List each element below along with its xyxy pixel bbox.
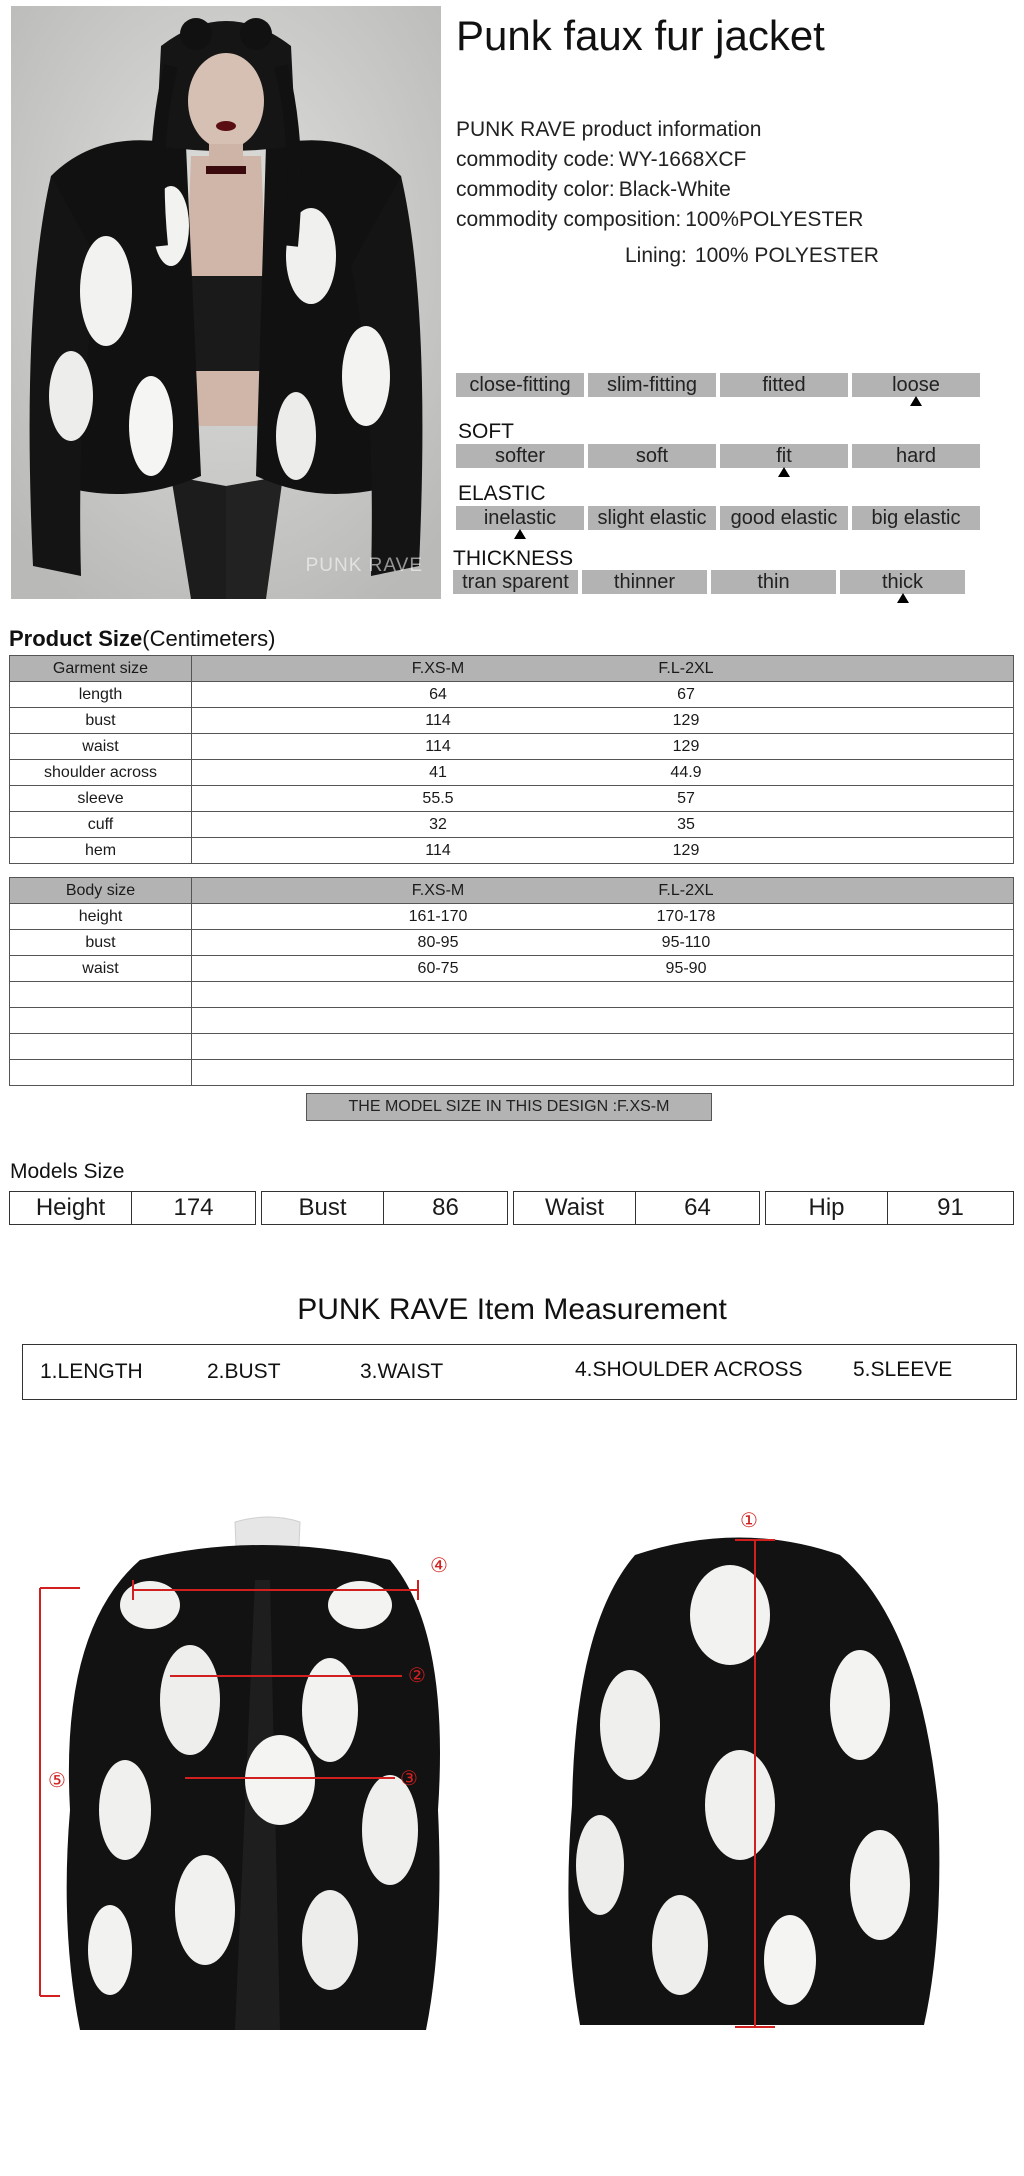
legend-bust: 2.BUST <box>207 1360 281 1383</box>
marker-1: ① <box>740 1508 758 1532</box>
fit-option: close-fitting <box>456 373 584 397</box>
thickness-option-selected: thick <box>840 570 965 594</box>
thickness-option: thin <box>711 570 836 594</box>
composition-value: 100%POLYESTER <box>685 208 864 231</box>
soft-label: SOFT <box>458 420 514 443</box>
marker-4: ④ <box>430 1553 448 1577</box>
marker-2: ② <box>408 1663 426 1687</box>
body-size-table <box>9 877 1014 1086</box>
code-value: WY-1668XCF <box>618 148 747 171</box>
jacket-back-diagram <box>540 1505 980 2045</box>
lining-label: Lining: <box>625 244 687 267</box>
models-size-heading: Models Size <box>10 1160 125 1183</box>
fit-option: slim-fitting <box>588 373 716 397</box>
product-size-heading: Product Size(Centimeters) <box>9 626 276 651</box>
soft-option-selected: fit <box>720 444 848 468</box>
composition-label: commodity composition: <box>456 208 682 231</box>
table-row: shoulder across 41 44.9 <box>10 760 1014 786</box>
table-header-row: Body size F.XS-M F.L-2XL <box>10 878 1014 904</box>
marker-3: ③ <box>400 1766 418 1790</box>
table-row: bust 114 129 <box>10 708 1014 734</box>
model-bust: Bust 86 <box>261 1191 508 1225</box>
elastic-option-selected: inelastic <box>456 506 584 530</box>
thickness-scale <box>453 570 965 594</box>
selected-marker <box>778 467 790 477</box>
table-row: hem 114 129 <box>10 838 1014 864</box>
model-photo <box>11 6 441 599</box>
thickness-label: THICKNESS <box>453 547 574 570</box>
model-size-note: THE MODEL SIZE IN THIS DESIGN :F.XS-M <box>306 1093 712 1121</box>
table-cell: F.XS-M F.L-2XL <box>192 656 1014 682</box>
table-row <box>10 982 1014 1008</box>
soft-option: softer <box>456 444 584 468</box>
color-value: Black-White <box>618 178 731 201</box>
table-row <box>10 1060 1014 1086</box>
model-hip: Hip 91 <box>765 1191 1014 1225</box>
elastic-option: big elastic <box>852 506 980 530</box>
commodity-code <box>456 148 746 172</box>
table-row: height 161-170 170-178 <box>10 904 1014 930</box>
product-size-table <box>9 655 1014 864</box>
table-row: cuff 32 35 <box>10 812 1014 838</box>
elastic-scale <box>456 506 980 530</box>
table-row: waist 60-75 95-90 <box>10 956 1014 982</box>
color-label: commodity color: <box>456 178 615 201</box>
model-waist: Waist 64 <box>513 1191 760 1225</box>
table-row <box>10 1034 1014 1060</box>
jacket-front-diagram <box>30 1510 470 2050</box>
code-label: commodity code: <box>456 148 615 171</box>
info-header: PUNK RAVE product information <box>456 118 762 141</box>
commodity-composition <box>456 208 863 232</box>
table-row <box>10 1008 1014 1034</box>
measurement-title: PUNK RAVE Item Measurement <box>297 1293 727 1326</box>
thickness-option: thinner <box>582 570 707 594</box>
elastic-option: slight elastic <box>588 506 716 530</box>
product-title: Punk faux fur jacket <box>456 12 825 59</box>
selected-marker <box>897 593 909 603</box>
legend-waist: 3.WAIST <box>360 1360 444 1383</box>
model-height: Height 174 <box>9 1191 256 1225</box>
table-row: waist 114 129 <box>10 734 1014 760</box>
table-row: sleeve 55.5 57 <box>10 786 1014 812</box>
lining-value: 100% POLYESTER <box>694 244 879 267</box>
marker-5: ⑤ <box>48 1768 66 1792</box>
legend-length: 1.LENGTH <box>40 1360 143 1383</box>
table-row: bust 80-95 95-110 <box>10 930 1014 956</box>
selected-marker <box>514 529 526 539</box>
soft-scale <box>456 444 980 468</box>
soft-option: hard <box>852 444 980 468</box>
table-header-row <box>10 656 1014 682</box>
legend-sleeve: 5.SLEEVE <box>853 1358 953 1381</box>
commodity-color <box>456 178 731 202</box>
legend-shoulder-across: 4.SHOULDER ACROSS <box>575 1358 803 1381</box>
fit-scale <box>456 373 980 397</box>
fit-option: fitted <box>720 373 848 397</box>
thickness-option: tran sparent <box>453 570 578 594</box>
elastic-option: good elastic <box>720 506 848 530</box>
table-cell: Garment size <box>10 656 192 682</box>
watermark: PUNK RAVE <box>305 555 423 576</box>
elastic-label: ELASTIC <box>458 482 546 505</box>
selected-marker <box>910 396 922 406</box>
table-row: length 64 67 <box>10 682 1014 708</box>
lining <box>625 244 879 268</box>
fit-option-selected: loose <box>852 373 980 397</box>
soft-option: soft <box>588 444 716 468</box>
